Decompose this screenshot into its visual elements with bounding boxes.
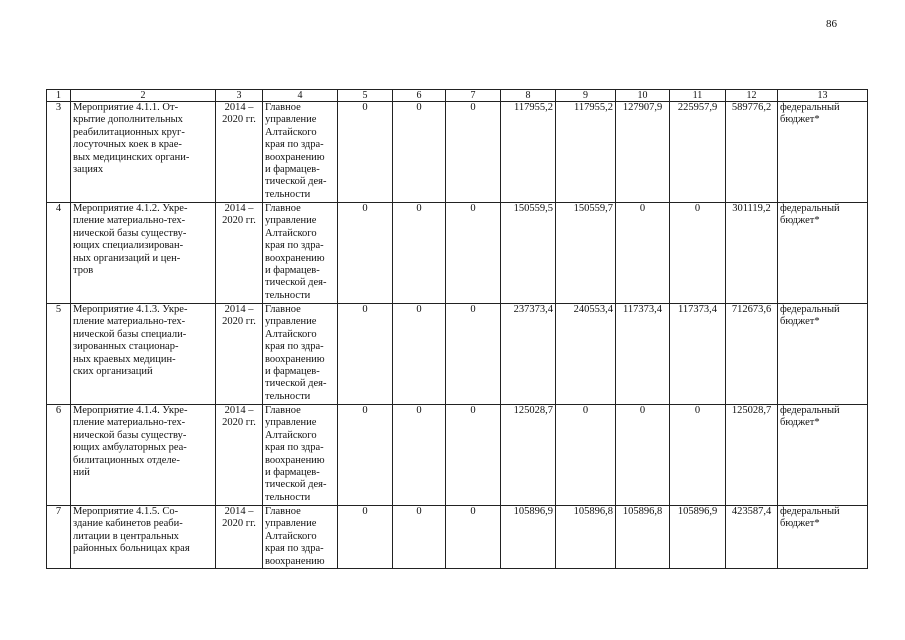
column-number-header-row (47, 90, 868, 102)
column-header: 13 (778, 90, 868, 102)
value-col9: 105896,8 (556, 506, 616, 569)
column-header: 4 (263, 90, 338, 102)
value-col8: 117955,2 (501, 102, 556, 203)
activity-description: Мероприятие 4.1.2. Укре- пление материально-тех- нической базы существу- ющих специализирован- ных организаций и цен- тров (71, 203, 216, 304)
executor: Главное управление Алтайского края по здра- воохранению и фармацев- тической дея- тельности (263, 405, 338, 506)
value-col11: 117373,4 (670, 304, 726, 405)
column-header: 6 (393, 90, 446, 102)
activity-description: Мероприятие 4.1.5. Со- здание кабинетов реаби- литации в центральных районных больницах края (71, 506, 216, 569)
value-col10: 105896,8 (616, 506, 670, 569)
value-col6: 0 (393, 203, 446, 304)
column-header: 7 (446, 90, 501, 102)
value-col10: 0 (616, 203, 670, 304)
table-row (47, 405, 868, 506)
row-number: 5 (47, 304, 71, 405)
funding-source: федеральный бюджет* (778, 203, 868, 304)
period: 2014 – 2020 гг. (216, 304, 263, 405)
column-header: 5 (338, 90, 393, 102)
row-number: 3 (47, 102, 71, 203)
value-col7: 0 (446, 102, 501, 203)
value-col9: 240553,4 (556, 304, 616, 405)
activity-description: Мероприятие 4.1.3. Укре- пление материально-тех- нической базы специали- зированных стационар- ных краевых медицин- ских организаций (71, 304, 216, 405)
value-col12: 589776,2 (726, 102, 778, 203)
value-col7: 0 (446, 304, 501, 405)
column-header: 1 (47, 90, 71, 102)
value-col12: 712673,6 (726, 304, 778, 405)
table-row (47, 203, 868, 304)
value-col10: 0 (616, 405, 670, 506)
period: 2014 – 2020 гг. (216, 203, 263, 304)
value-col8: 150559,5 (501, 203, 556, 304)
value-col7: 0 (446, 506, 501, 569)
funding-source: федеральный бюджет* (778, 102, 868, 203)
row-number: 7 (47, 506, 71, 569)
value-col8: 237373,4 (501, 304, 556, 405)
table-row (47, 102, 868, 203)
value-col5: 0 (338, 203, 393, 304)
value-col7: 0 (446, 203, 501, 304)
value-col9: 150559,7 (556, 203, 616, 304)
value-col6: 0 (393, 506, 446, 569)
column-header: 9 (556, 90, 616, 102)
period: 2014 – 2020 гг. (216, 102, 263, 203)
column-header: 11 (670, 90, 726, 102)
row-number: 6 (47, 405, 71, 506)
executor: Главное управление Алтайского края по здра- воохранению и фармацев- тической дея- тельности (263, 203, 338, 304)
value-col5: 0 (338, 304, 393, 405)
column-header: 10 (616, 90, 670, 102)
executor: Главное управление Алтайского края по здра- воохранению и фармацев- тической дея- тельности (263, 102, 338, 203)
row-number: 4 (47, 203, 71, 304)
value-col6: 0 (393, 304, 446, 405)
value-col6: 0 (393, 405, 446, 506)
value-col12: 125028,7 (726, 405, 778, 506)
value-col5: 0 (338, 102, 393, 203)
period: 2014 – 2020 гг. (216, 405, 263, 506)
value-col9: 0 (556, 405, 616, 506)
value-col10: 117373,4 (616, 304, 670, 405)
activity-description: Мероприятие 4.1.4. Укре- пление материально-тех- нической базы существу- ющих амбулаторных реа- билитационных отделе- ний (71, 405, 216, 506)
value-col11: 225957,9 (670, 102, 726, 203)
budget-table (46, 89, 868, 569)
value-col11: 0 (670, 203, 726, 304)
value-col10: 127907,9 (616, 102, 670, 203)
value-col11: 0 (670, 405, 726, 506)
value-col7: 0 (446, 405, 501, 506)
table-row (47, 506, 868, 569)
value-col12: 423587,4 (726, 506, 778, 569)
column-header: 2 (71, 90, 216, 102)
value-col8: 125028,7 (501, 405, 556, 506)
period: 2014 – 2020 гг. (216, 506, 263, 569)
value-col8: 105896,9 (501, 506, 556, 569)
activity-description: Мероприятие 4.1.1. От- крытие дополнительных реабилитационных круг- лосуточных коек в крае- вых медицинских органи- зациях (71, 102, 216, 203)
funding-source: федеральный бюджет* (778, 506, 868, 569)
executor: Главное управление Алтайского края по здра- воохранению (263, 506, 338, 569)
executor: Главное управление Алтайского края по здра- воохранению и фармацев- тической дея- тельности (263, 304, 338, 405)
column-header: 8 (501, 90, 556, 102)
value-col9: 117955,2 (556, 102, 616, 203)
table-row (47, 304, 868, 405)
value-col12: 301119,2 (726, 203, 778, 304)
funding-source: федеральный бюджет* (778, 304, 868, 405)
column-header: 3 (216, 90, 263, 102)
value-col11: 105896,9 (670, 506, 726, 569)
funding-source: федеральный бюджет* (778, 405, 868, 506)
page-number: 86 (826, 18, 837, 30)
column-header: 12 (726, 90, 778, 102)
value-col5: 0 (338, 405, 393, 506)
value-col6: 0 (393, 102, 446, 203)
value-col5: 0 (338, 506, 393, 569)
